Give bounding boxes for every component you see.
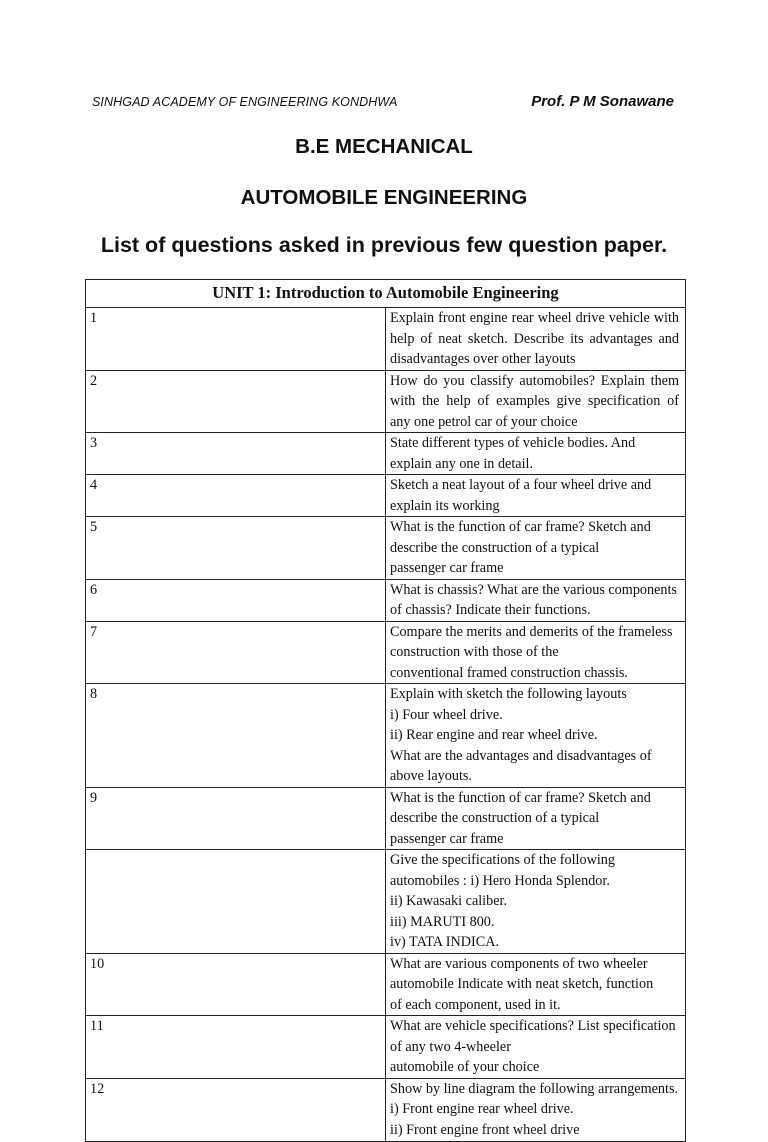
subject-title: AUTOMOBILE ENGINEERING <box>240 186 528 209</box>
question-line: What are the advantages and disadvantages of above layouts. <box>390 747 652 784</box>
question-line: iii) MARUTI 800. <box>390 913 495 930</box>
question-line: i) Four wheel drive. <box>390 706 503 723</box>
institution-name: SINHGAD ACADEMY OF ENGINEERING KONDHWA <box>92 95 398 109</box>
question-text <box>386 517 686 580</box>
question-line: What is the function of car frame? Sketch and describe the construction of a typical <box>390 789 651 826</box>
question-text <box>386 433 686 475</box>
question-line: conventional framed construction chassis. <box>390 664 628 681</box>
question-line: What is the function of car frame? Sketch and describe the construction of a typical <box>390 519 651 556</box>
question-line: What are various components of two wheeler automobile Indicate with neat sketch, function <box>390 955 654 992</box>
question-text <box>386 850 686 954</box>
question-line: iv) TATA INDICA. <box>390 934 499 950</box>
question-number: 12 <box>86 1078 386 1141</box>
question-line: What are vehicle specifications? List specification of any two 4-wheeler <box>390 1018 676 1055</box>
question-line: passenger car frame <box>390 560 504 576</box>
question-line: Explain front engine rear wheel drive vehicle with help of neat sketch. Describe its advantages and disadvantages over other layouts <box>390 310 679 367</box>
question-text <box>386 787 686 850</box>
question-text <box>386 1078 686 1141</box>
question-row <box>86 684 686 788</box>
page-heading: List of questions asked in previous few question paper. <box>100 233 668 257</box>
question-row <box>86 517 686 580</box>
unit-title: UNIT 1: Introduction to Automobile Engineering <box>86 280 686 308</box>
question-number: 9 <box>86 787 386 850</box>
question-row <box>86 621 686 684</box>
question-row <box>86 475 686 517</box>
course-title: B.E MECHANICAL <box>295 135 473 158</box>
question-row <box>86 308 686 371</box>
question-text <box>386 370 686 433</box>
question-text <box>386 953 686 1016</box>
question-line: ii) Kawasaki caliber. <box>390 893 507 909</box>
question-row <box>86 953 686 1016</box>
question-row <box>86 850 686 954</box>
question-line: State different types of vehicle bodies. And explain any one in detail. <box>390 435 636 472</box>
question-row <box>86 1078 686 1141</box>
questions-table <box>85 279 686 1142</box>
question-line: of each component, used in it. <box>390 996 561 1013</box>
question-number: 8 <box>86 684 386 788</box>
question-number <box>86 850 386 954</box>
question-number: 10 <box>86 953 386 1016</box>
question-text <box>386 684 686 788</box>
question-line: Sketch a neat layout of a four wheel drive and explain its working <box>390 477 652 514</box>
question-number: 11 <box>86 1016 386 1079</box>
question-line: Show by line diagram the following arrangements. <box>390 1080 679 1097</box>
question-line: Explain with sketch the following layouts <box>390 686 627 702</box>
question-number: 5 <box>86 517 386 580</box>
question-row <box>86 433 686 475</box>
author-name: Prof. P M Sonawane <box>531 93 674 110</box>
question-text <box>386 1016 686 1079</box>
question-number: 1 <box>86 308 386 371</box>
question-row <box>86 370 686 433</box>
question-line: Give the specifications of the following automobiles : i) Hero Honda Splendor. <box>390 852 615 889</box>
question-line: Compare the merits and demerits of the frameless construction with those of the <box>390 623 673 660</box>
question-number: 2 <box>86 370 386 433</box>
question-number: 3 <box>86 433 386 475</box>
question-row <box>86 1016 686 1079</box>
question-text <box>386 621 686 684</box>
question-text <box>386 579 686 621</box>
question-line: passenger car frame <box>390 830 504 847</box>
question-number: 6 <box>86 579 386 621</box>
questions-body <box>86 308 686 1142</box>
question-number: 4 <box>86 475 386 517</box>
question-row <box>86 579 686 621</box>
question-row <box>86 787 686 850</box>
question-number: 7 <box>86 621 386 684</box>
question-line: ii) Rear engine and rear wheel drive. <box>390 727 598 743</box>
question-text <box>386 308 686 371</box>
question-line: i) Front engine rear wheel drive. <box>390 1101 574 1117</box>
unit-header-row <box>86 280 686 308</box>
question-line: What is chassis? What are the various components of chassis? Indicate their functions. <box>390 581 677 618</box>
question-line: ii) Front engine front wheel drive <box>390 1121 580 1138</box>
question-text <box>386 475 686 517</box>
question-line: How do you classify automobiles? Explain them with the help of examples give specification of any one petrol car of your choice <box>390 372 679 430</box>
question-line: automobile of your choice <box>390 1059 540 1075</box>
